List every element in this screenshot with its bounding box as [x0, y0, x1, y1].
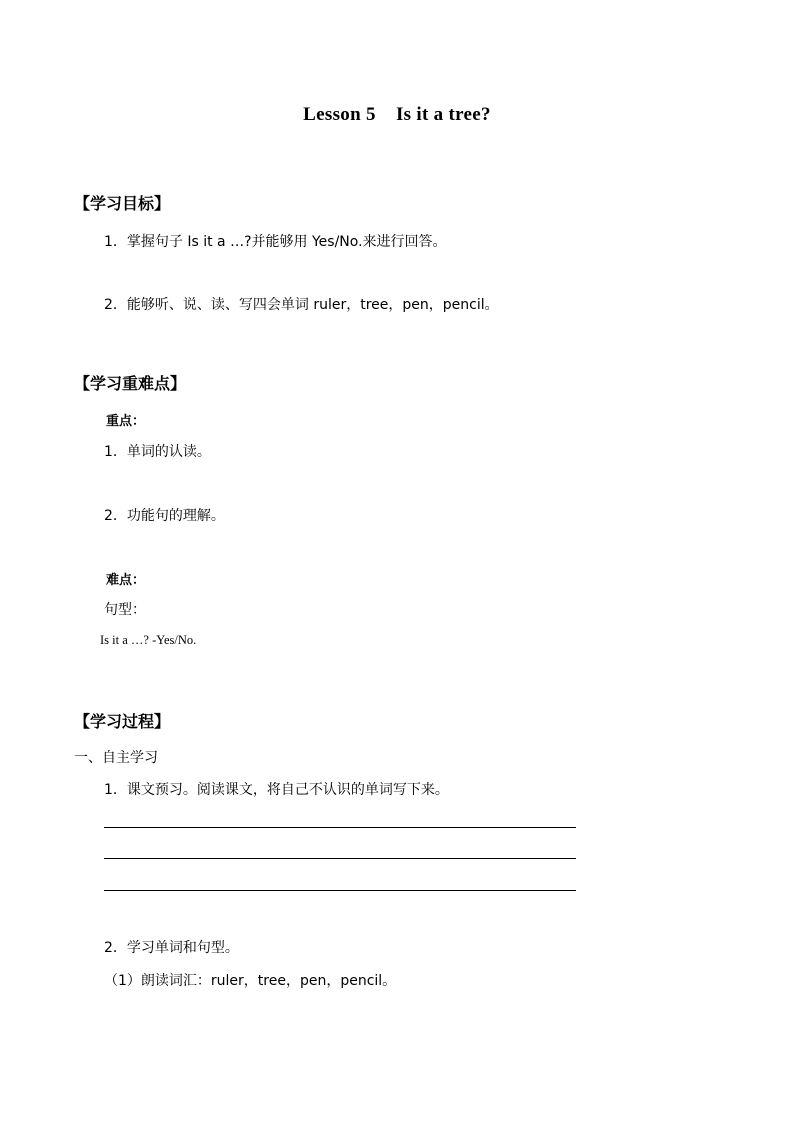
answer-blank-line-1[interactable] — [104, 827, 576, 828]
step-2-vocabulary: （1）朗读词汇：ruler，tree，pen，pencil。 — [104, 973, 397, 989]
answer-blank-line-3[interactable] — [104, 890, 576, 891]
process-heading: 【学习过程】 — [74, 712, 171, 731]
focus-item-1: 1．单词的认读。 — [104, 444, 211, 460]
objective-item-2: 2．能够听、说、读、写四会单词 ruler，tree，pen，pencil。 — [104, 297, 499, 313]
focus-label: 重点： — [106, 414, 146, 429]
difficulty-label: 难点： — [106, 573, 146, 588]
difficulty-sentence: Is it a …? -Yes/No. — [100, 633, 197, 647]
step-2-words-sentences: 2．学习单词和句型。 — [104, 940, 239, 956]
answer-blank-line-2[interactable] — [104, 858, 576, 859]
difficulty-sentence-pattern-label: 句型： — [104, 602, 146, 618]
focus-item-2: 2．功能句的理解。 — [104, 508, 225, 524]
lesson-title: Lesson 5 Is it a tree? — [303, 104, 491, 125]
self-study-section: 一、自主学习 — [74, 750, 158, 766]
key-points-heading: 【学习重难点】 — [74, 374, 187, 393]
objective-item-1: 1．掌握句子 Is it a …?并能够用 Yes/No.来进行回答。 — [104, 234, 447, 250]
objectives-heading: 【学习目标】 — [74, 194, 171, 213]
step-1-preview: 1．课文预习。阅读课文，将自己不认识的单词写下来。 — [104, 782, 449, 798]
